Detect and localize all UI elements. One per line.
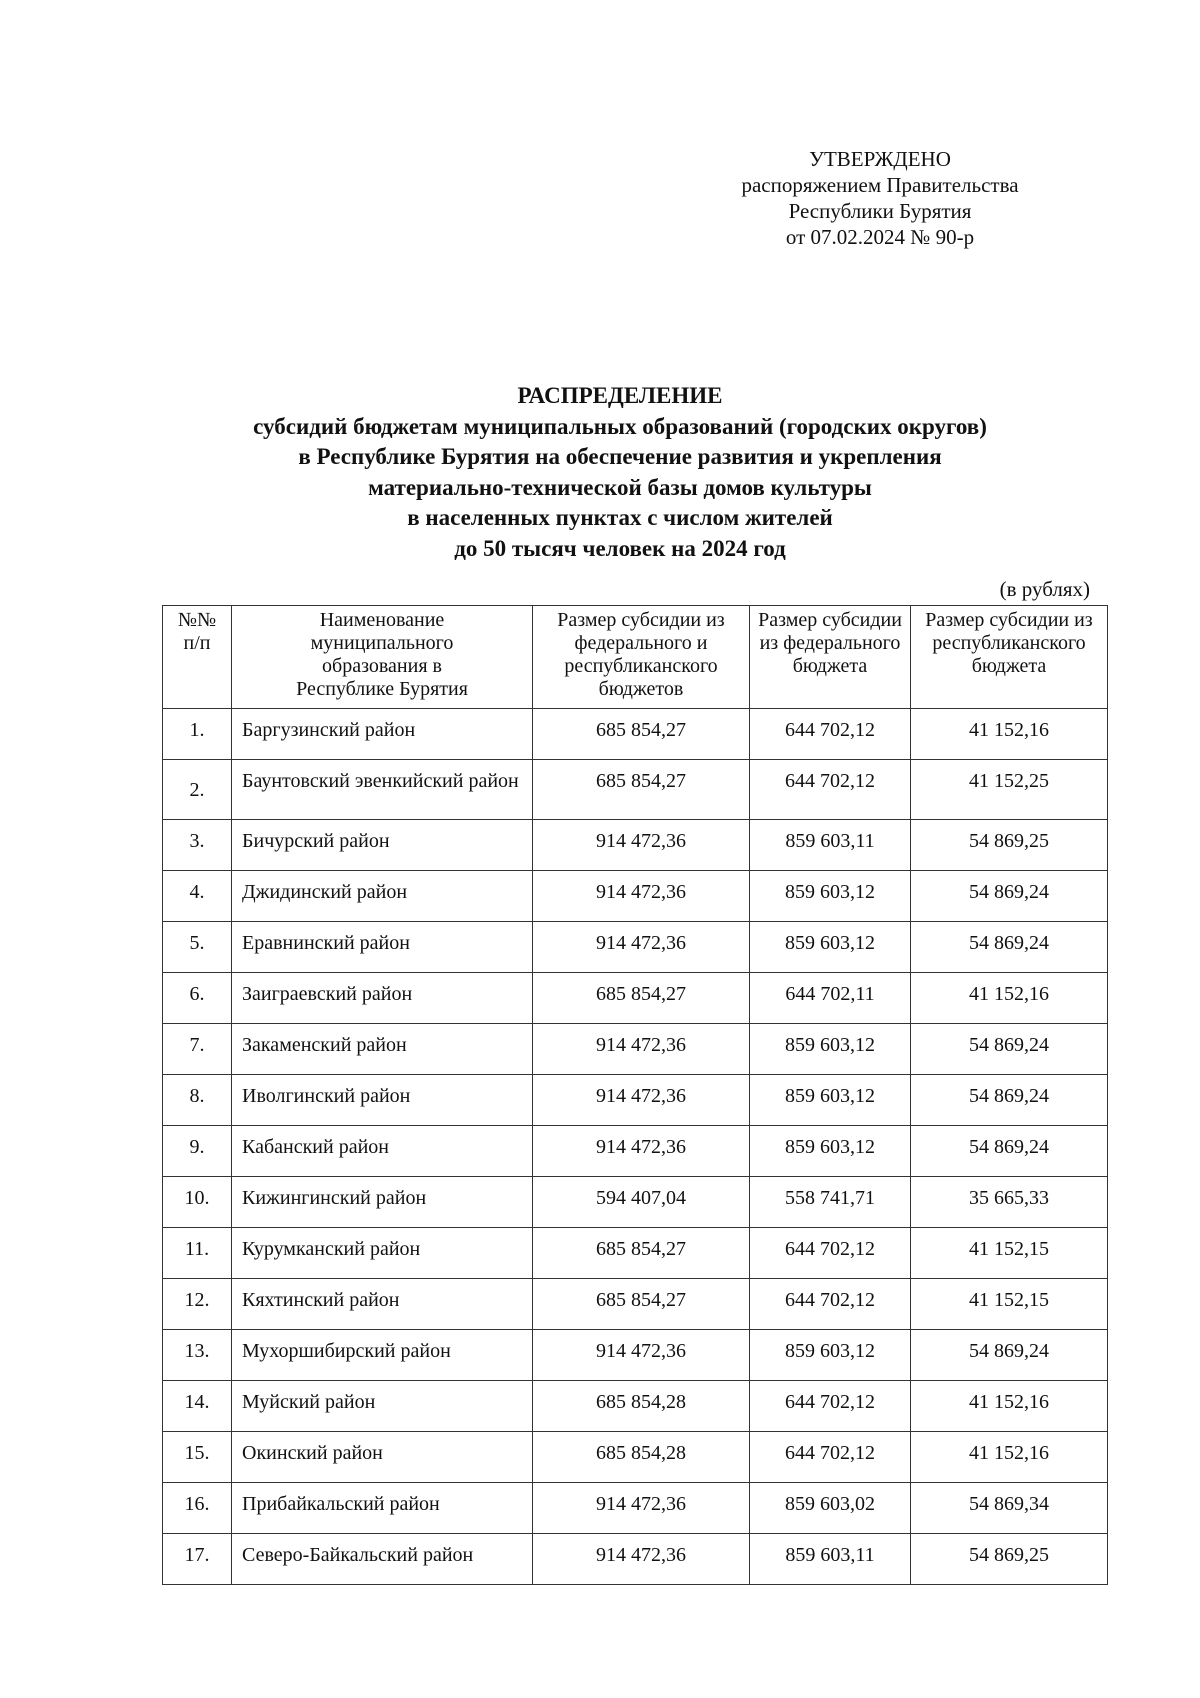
municipality-name: Курумканский район	[232, 1228, 533, 1279]
republic-subsidy: 35 665,33	[911, 1177, 1108, 1228]
row-number: 11.	[163, 1228, 232, 1279]
table-row	[163, 1534, 1108, 1585]
row-number: 15.	[163, 1432, 232, 1483]
title-line-3: в Республике Бурятия на обеспечение развития и укрепления	[298, 444, 942, 470]
header-total-subsidy: Размер субсидии из федерального и республиканского бюджетов	[533, 606, 750, 709]
total-subsidy: 685 854,28	[533, 1432, 750, 1483]
total-subsidy: 685 854,27	[533, 1228, 750, 1279]
municipality-name: Кижингинский район	[232, 1177, 533, 1228]
table-row	[163, 1228, 1108, 1279]
federal-subsidy: 644 702,11	[750, 973, 911, 1024]
total-subsidy: 914 472,36	[533, 1126, 750, 1177]
federal-subsidy: 859 603,11	[750, 1534, 911, 1585]
federal-subsidy: 859 603,02	[750, 1483, 911, 1534]
subsidy-table	[162, 605, 1108, 1585]
total-subsidy: 914 472,36	[533, 922, 750, 973]
table-row	[163, 820, 1108, 871]
municipality-name: Кабанский район	[232, 1126, 533, 1177]
row-number: 2.	[163, 760, 232, 820]
municipality-name: Заиграевский район	[232, 973, 533, 1024]
total-subsidy: 914 472,36	[533, 1483, 750, 1534]
republic-subsidy: 41 152,16	[911, 709, 1108, 760]
federal-subsidy: 644 702,12	[750, 1432, 911, 1483]
republic-subsidy: 54 869,25	[911, 820, 1108, 871]
federal-subsidy: 644 702,12	[750, 1279, 911, 1330]
total-subsidy: 594 407,04	[533, 1177, 750, 1228]
approval-line-order: распоряжением Правительства	[741, 173, 1019, 197]
republic-subsidy: 41 152,16	[911, 1432, 1108, 1483]
row-number: 13.	[163, 1330, 232, 1381]
federal-subsidy: 859 603,12	[750, 1075, 911, 1126]
row-number: 7.	[163, 1024, 232, 1075]
republic-subsidy: 54 869,24	[911, 922, 1108, 973]
municipality-name: Бичурский район	[232, 820, 533, 871]
municipality-name: Кяхтинский район	[232, 1279, 533, 1330]
municipality-name: Закаменский район	[232, 1024, 533, 1075]
total-subsidy: 914 472,36	[533, 1534, 750, 1585]
municipality-name: Иволгинский район	[232, 1075, 533, 1126]
row-number: 4.	[163, 871, 232, 922]
total-subsidy: 685 854,27	[533, 709, 750, 760]
republic-subsidy: 41 152,25	[911, 760, 1108, 820]
total-subsidy: 914 472,36	[533, 1024, 750, 1075]
table-row	[163, 1024, 1108, 1075]
table-row	[163, 709, 1108, 760]
municipality-name: Северо-Байкальский район	[232, 1534, 533, 1585]
republic-subsidy: 54 869,34	[911, 1483, 1108, 1534]
federal-subsidy: 644 702,12	[750, 1381, 911, 1432]
republic-subsidy: 54 869,25	[911, 1534, 1108, 1585]
total-subsidy: 685 854,27	[533, 1279, 750, 1330]
municipality-name: Джидинский район	[232, 871, 533, 922]
total-subsidy: 914 472,36	[533, 820, 750, 871]
table-row	[163, 973, 1108, 1024]
table-row	[163, 1279, 1108, 1330]
approval-line-republic: Республики Бурятия	[788, 199, 972, 223]
table-row	[163, 1075, 1108, 1126]
total-subsidy: 914 472,36	[533, 871, 750, 922]
row-number: 5.	[163, 922, 232, 973]
row-number: 3.	[163, 820, 232, 871]
header-republic-subsidy: Размер субсидии из республиканского бюджета	[911, 606, 1108, 709]
table-row	[163, 1381, 1108, 1432]
republic-subsidy: 54 869,24	[911, 871, 1108, 922]
approval-stamp	[700, 146, 1060, 250]
table-row	[163, 1330, 1108, 1381]
federal-subsidy: 558 741,71	[750, 1177, 911, 1228]
federal-subsidy: 859 603,11	[750, 820, 911, 871]
row-number: 1.	[163, 709, 232, 760]
title-line-6: до 50 тысяч человек на 2024 год	[454, 535, 786, 561]
table-header-row	[163, 606, 1108, 709]
republic-subsidy: 41 152,16	[911, 1381, 1108, 1432]
municipality-name: Еравнинский район	[232, 922, 533, 973]
approval-line-approved: УТВЕРЖДЕНО	[809, 147, 951, 171]
republic-subsidy: 54 869,24	[911, 1126, 1108, 1177]
row-number: 12.	[163, 1279, 232, 1330]
federal-subsidy: 859 603,12	[750, 922, 911, 973]
municipality-name: Мухоршибирский район	[232, 1330, 533, 1381]
total-subsidy: 685 854,27	[533, 760, 750, 820]
total-subsidy: 685 854,27	[533, 973, 750, 1024]
title-line-5: в населенных пунктах с числом жителей	[407, 505, 833, 531]
republic-subsidy: 41 152,15	[911, 1279, 1108, 1330]
federal-subsidy: 644 702,12	[750, 760, 911, 820]
table-row	[163, 1432, 1108, 1483]
row-number: 14.	[163, 1381, 232, 1432]
row-number: 17.	[163, 1534, 232, 1585]
table-row	[163, 760, 1108, 820]
currency-unit-note: (в рублях)	[999, 577, 1090, 601]
republic-subsidy: 54 869,24	[911, 1024, 1108, 1075]
federal-subsidy: 859 603,12	[750, 1024, 911, 1075]
table-row	[163, 922, 1108, 973]
municipality-name: Муйский район	[232, 1381, 533, 1432]
table-row	[163, 871, 1108, 922]
municipality-name: Баунтовский эвенкийский район	[232, 760, 533, 820]
title-line-4: материально-технической базы домов культуры	[368, 474, 872, 500]
federal-subsidy: 644 702,12	[750, 709, 911, 760]
republic-subsidy: 41 152,16	[911, 973, 1108, 1024]
republic-subsidy: 54 869,24	[911, 1330, 1108, 1381]
header-number: №№ п/п	[163, 606, 232, 709]
table-row	[163, 1483, 1108, 1534]
republic-subsidy: 41 152,15	[911, 1228, 1108, 1279]
republic-subsidy: 54 869,24	[911, 1075, 1108, 1126]
header-municipality: Наименование муниципального образования в Республике Бурятия	[232, 606, 533, 709]
approval-line-date: от 07.02.2024 № 90-р	[785, 225, 975, 249]
row-number: 6.	[163, 973, 232, 1024]
document-title	[120, 381, 1120, 565]
row-number: 8.	[163, 1075, 232, 1126]
federal-subsidy: 644 702,12	[750, 1228, 911, 1279]
federal-subsidy: 859 603,12	[750, 1330, 911, 1381]
municipality-name: Прибайкальский район	[232, 1483, 533, 1534]
total-subsidy: 685 854,28	[533, 1381, 750, 1432]
table-row	[163, 1126, 1108, 1177]
municipality-name: Окинский район	[232, 1432, 533, 1483]
municipality-name: Баргузинский район	[232, 709, 533, 760]
row-number: 9.	[163, 1126, 232, 1177]
federal-subsidy: 859 603,12	[750, 1126, 911, 1177]
row-number: 16.	[163, 1483, 232, 1534]
total-subsidy: 914 472,36	[533, 1075, 750, 1126]
row-number: 10.	[163, 1177, 232, 1228]
title-line-1: РАСПРЕДЕЛЕНИЕ	[517, 383, 723, 408]
federal-subsidy: 859 603,12	[750, 871, 911, 922]
title-line-2: субсидий бюджетам муниципальных образований (городских округов)	[253, 413, 987, 439]
table-row	[163, 1177, 1108, 1228]
header-federal-subsidy: Размер субсидии из федерального бюджета	[750, 606, 911, 709]
total-subsidy: 914 472,36	[533, 1330, 750, 1381]
